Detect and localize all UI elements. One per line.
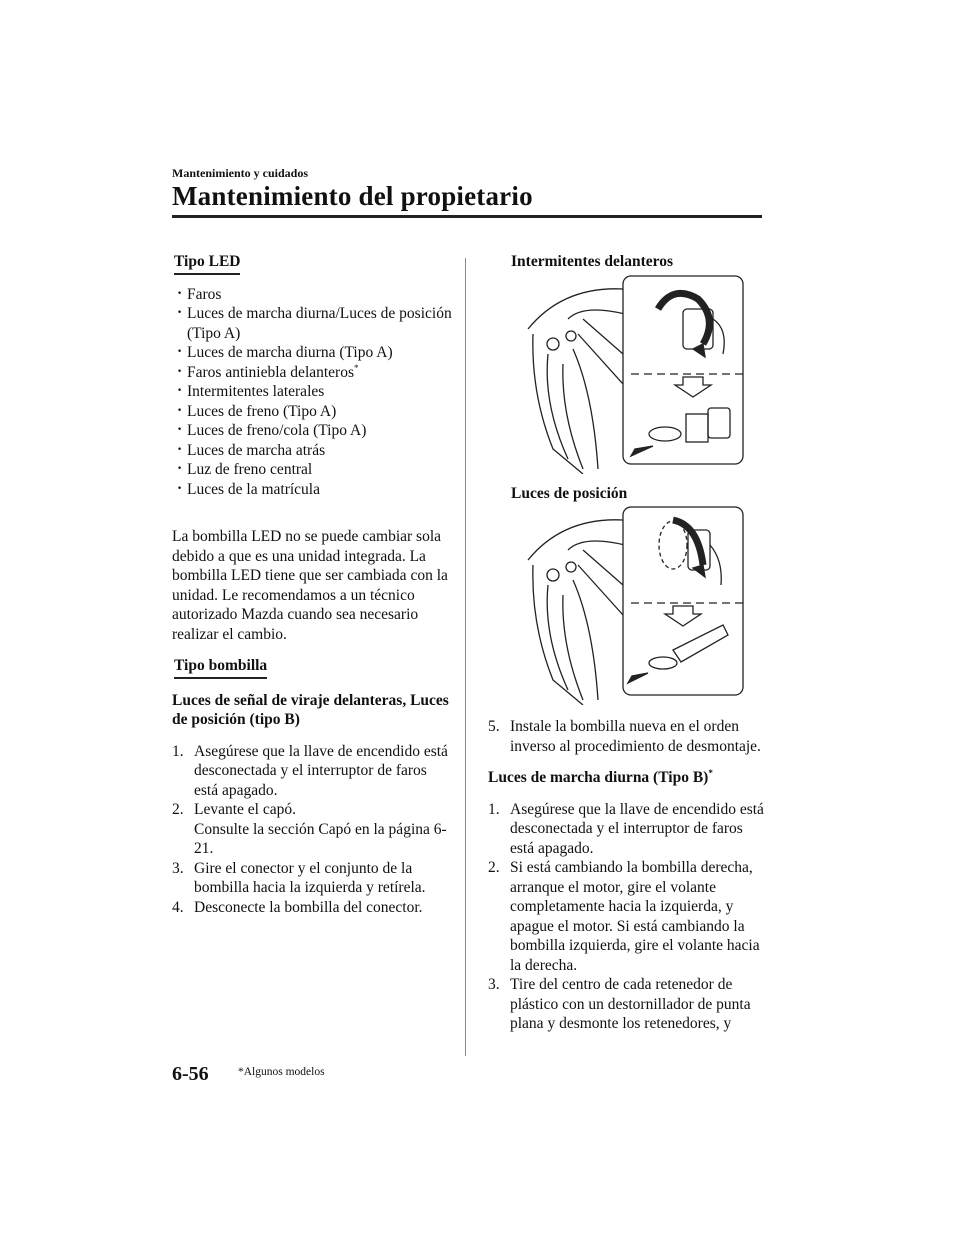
turn-signal-heading: Luces de señal de viraje delanteras, Luces de posición (tipo B) <box>172 691 449 728</box>
led-paragraph: La bombilla LED no se puede cambiar sola debido a que es una unidad integrada. La bombilla LED tiene que ser cambiada con la unidad. Le recomendamos a un técnico autorizado Mazda cuando sea necesario realizar el cambio. <box>172 528 448 643</box>
list-item: · Luz de freno central <box>186 460 452 480</box>
turn-signal-bulb-illustration <box>523 274 768 474</box>
list-item: · Luces de freno/cola (Tipo A) <box>186 421 452 441</box>
steps-list-left <box>172 742 452 918</box>
section-label: Mantenimiento y cuidados <box>172 166 309 180</box>
step-five <box>488 717 768 756</box>
list-item: · Luces de freno (Tipo A) <box>186 402 452 422</box>
list-item: · Luces de marcha diurna (Tipo A) <box>186 343 452 363</box>
figure-turn-signal <box>523 274 768 474</box>
figure-caption-position: Luces de posición <box>511 484 628 502</box>
list-item: · Luces de marcha atrás <box>186 441 452 461</box>
step-item: 3. Tire del centro de cada retenedor de plástico con un destornillador de punta plana y desmonte los retenedores, y <box>488 976 751 1032</box>
led-list <box>172 285 452 500</box>
right-column <box>488 252 768 1034</box>
list-item: · Faros antiniebla delanteros* <box>186 363 452 383</box>
step-item: 1. Asegúrese que la llave de encendido está desconectada y el interruptor de faros está apagado. <box>488 800 764 857</box>
column-divider <box>465 258 466 1056</box>
step-item: 2. Levante el capó. Consulte la sección Capó en la página 6-21. <box>172 801 447 857</box>
led-type-heading: Tipo LED <box>174 252 240 275</box>
list-item: · Faros <box>186 285 452 305</box>
figure-position-light <box>523 505 768 705</box>
step-item: 1. Asegúrese que la llave de encendido está desconectada y el interruptor de faros está apagado. <box>172 742 448 799</box>
asterisk-mark: * <box>354 362 359 373</box>
step-item: 3. Gire el conector y el conjunto de la bombilla hacia la izquierda y retírela. <box>172 859 426 896</box>
left-column <box>172 252 452 917</box>
list-item: · Intermitentes laterales <box>186 382 452 402</box>
asterisk-mark: * <box>708 767 713 778</box>
step-item: 4. Desconecte la bombilla del conector. <box>172 898 423 916</box>
footnote: *Algunos modelos <box>238 1066 325 1078</box>
figure-caption-turn-signal: Intermitentes delanteros <box>511 253 674 270</box>
header-divider <box>172 215 762 218</box>
page-number: 6-56 <box>172 1063 209 1085</box>
steps-list-right <box>488 800 768 1034</box>
bulb-type-heading: Tipo bombilla <box>174 656 267 679</box>
step-item: 5. Instale la bombilla nueva en el orden inverso al procedimiento de desmontaje. <box>488 718 761 755</box>
position-light-bulb-illustration <box>523 505 768 705</box>
list-item: · Luces de marcha diurna/Luces de posición (Tipo A) <box>186 304 452 343</box>
drl-heading: Luces de marcha diurna (Tipo B)* <box>488 767 713 786</box>
page-title: Mantenimiento del propietario <box>172 181 533 211</box>
list-item: · Luces de la matrícula <box>186 480 452 500</box>
step-item: 2. Si está cambiando la bombilla derecha, arranque el motor, gire el volante completamente hacia la izquierda, y apague el motor. Si está cambiando la bombilla izquierda, gire el volante hacia la derecha. <box>488 859 760 974</box>
